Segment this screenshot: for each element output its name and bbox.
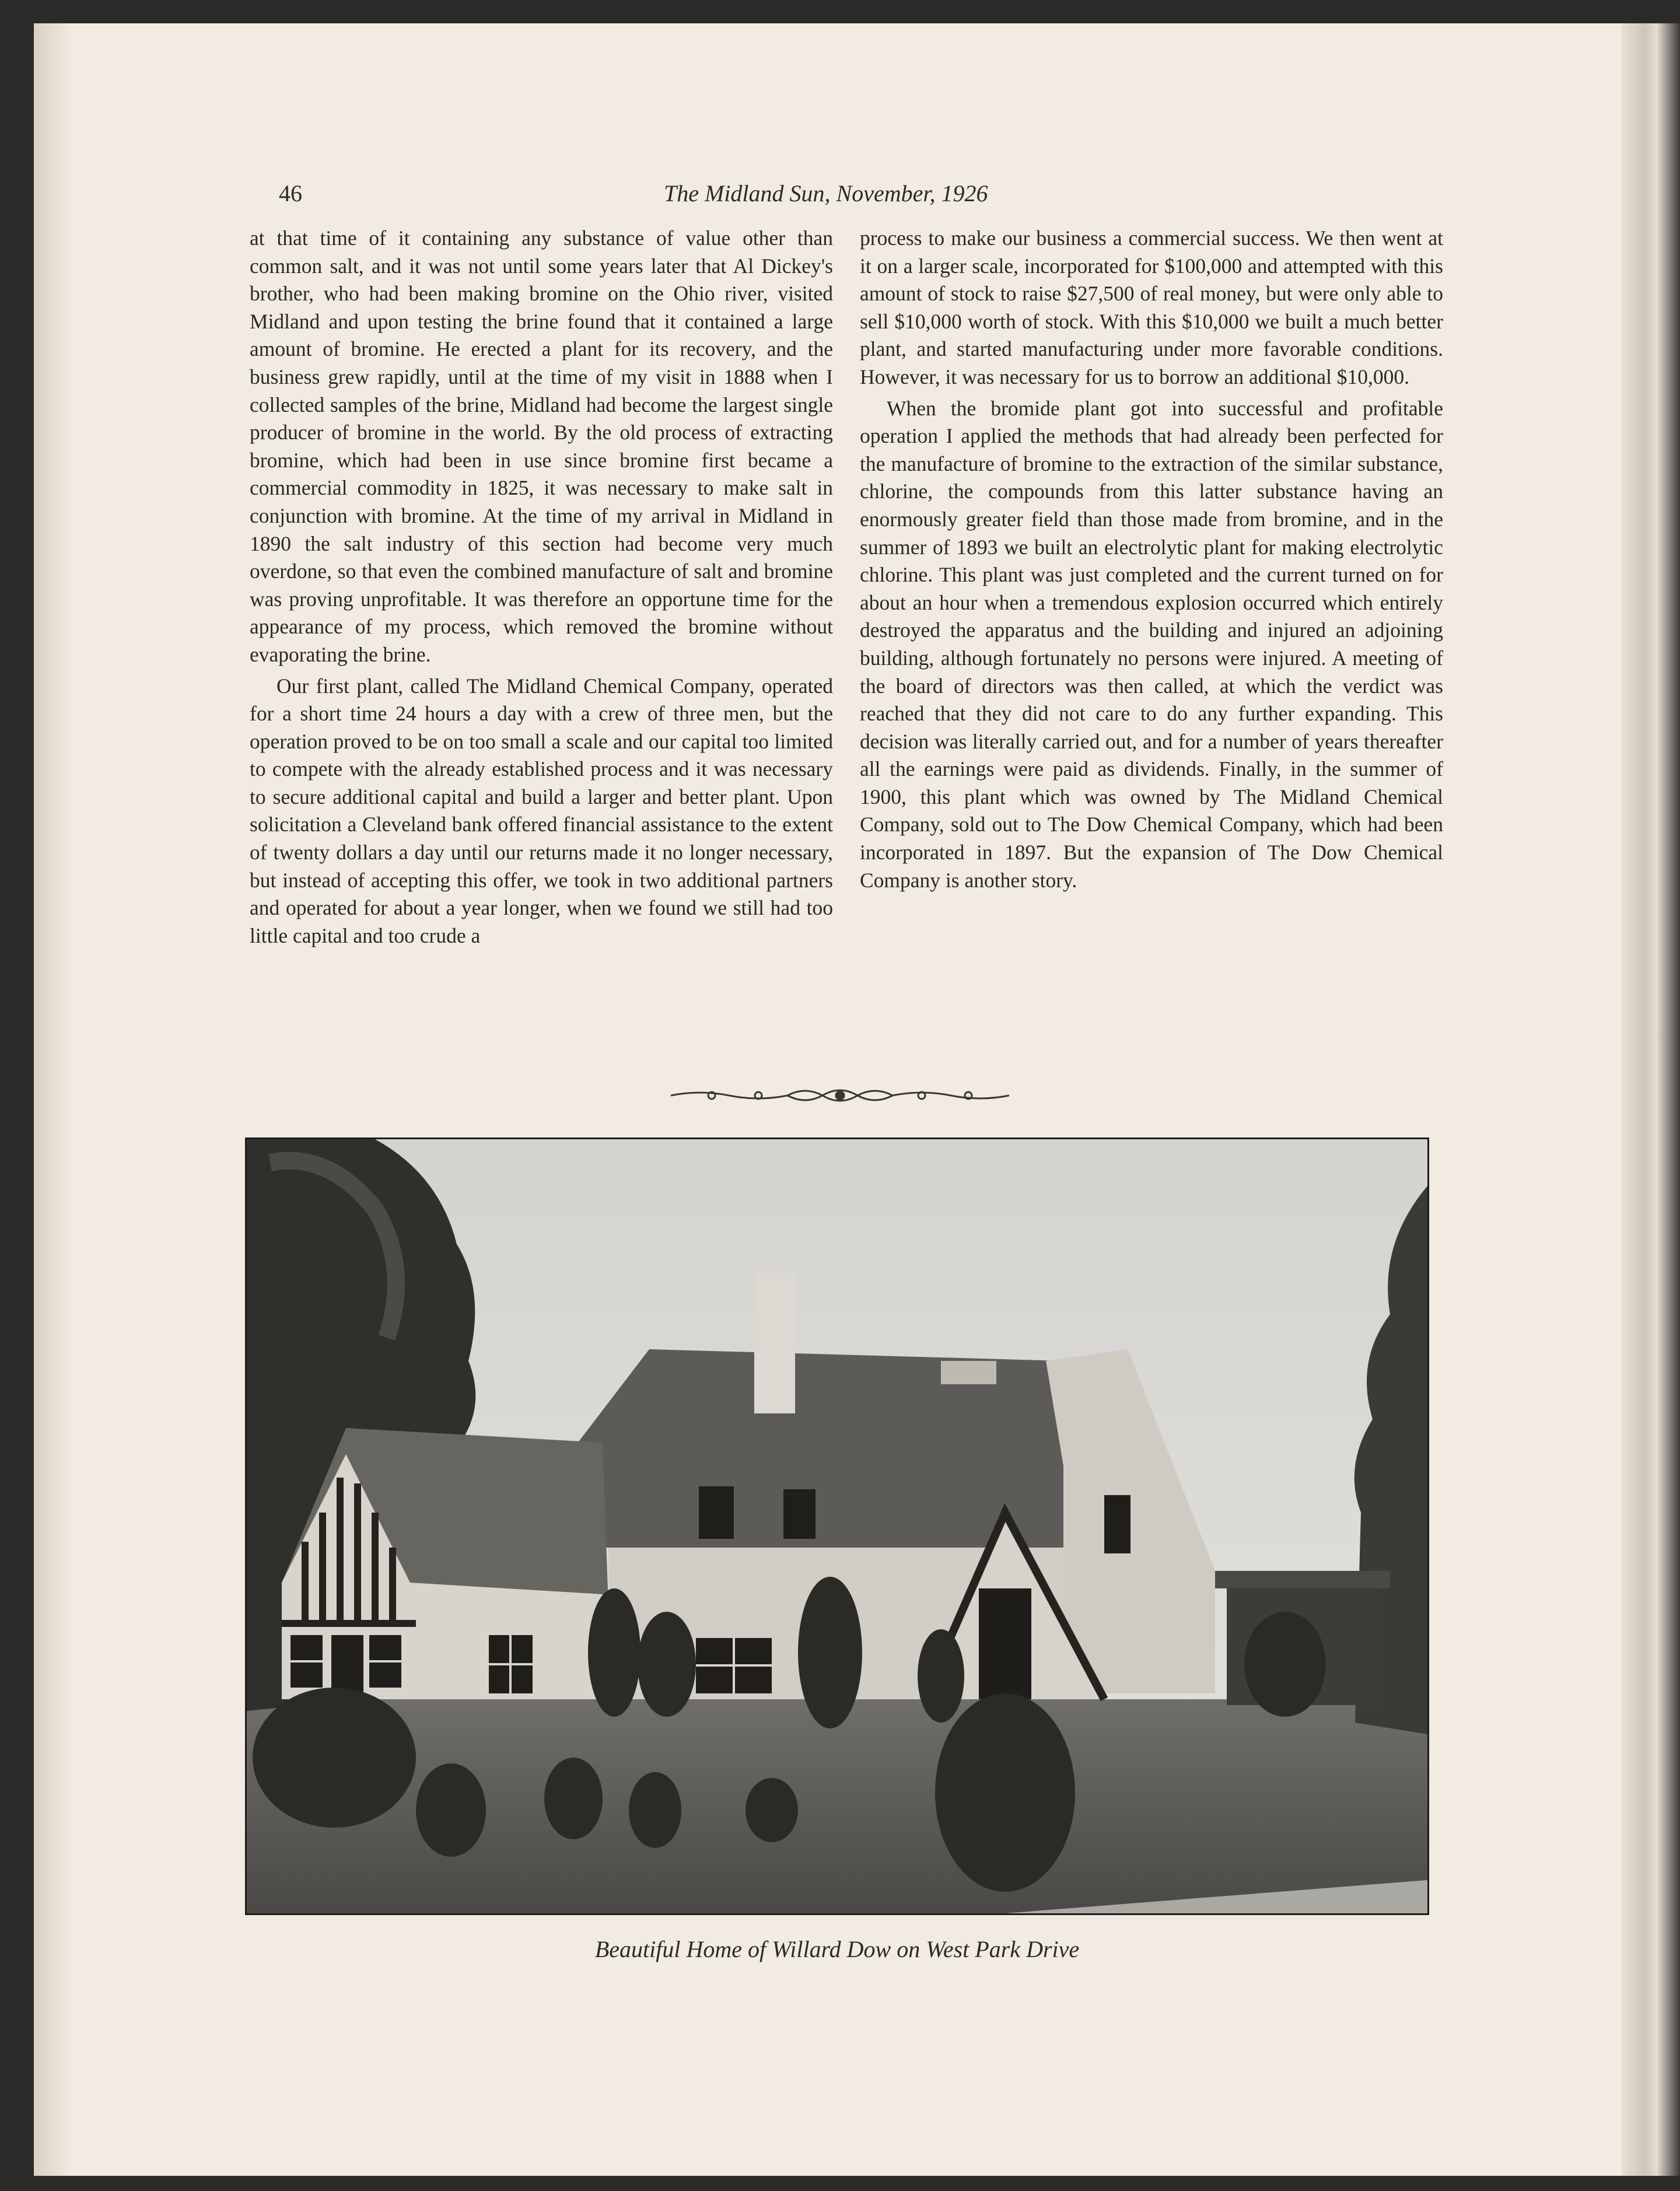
paragraph: When the bromide plant got into successful and profitable operation I applied the methods that had already been perfected for the manufacture of bromine to the extraction of the similar substance, chlorine, the compounds from this latter substance having an enormously greater field than those made from bromine, and in the summer of 1893 we built an electrolytic plant for making electrolytic chlorine. This plant was just completed and the current turned on for about an hour when a tremendous explosion occurred which entirely destroyed the apparatus and the building and injured an adjoining building, although fortunately no persons were injured. A meeting of the board of directors was then called, at which the verdict was reached that they did not care to do any further expanding. This decision was literally carried out, and for a number of years thereafter all the earnings were paid as dividends. Finally, in the summer of 1900, this plant which was owned by The Midland Chemical Company, sold out to The Dow Chemical Company, which had been incorporated in 1897. But the expansion of The Dow Chemical Company is another story. (860, 396, 1443, 892)
paragraph: process to make our business a commercial success. We then went at it on a larger scale, incorporated for $100,000 and attempted with this amount of stock to raise $27,500 of real money, but were only able to sell $10,000 worth of stock. With this $10,000 we built a much better plant, and started manufacturing under more favorable conditions. However, it was necessary for us to borrow an additional $10,000. (860, 226, 1443, 388)
page-number: 46 (279, 180, 302, 206)
running-header (279, 180, 1317, 215)
book-gutter (1622, 23, 1680, 2176)
article-right-column (860, 225, 1443, 894)
article-left-column (250, 225, 833, 950)
publication-title: The Midland Sun, November, 1926 (664, 180, 988, 206)
page-edge-shading (34, 23, 69, 2176)
paragraph: at that time of it containing any substance of value other than common salt, and it was not until some years later that Al Dickey's brother, who had been making bromine on the Ohio river, visited Midland and upon testing the brine found that it contained a large amount of bromine. He erected a plant for its recovery, and the business grew rapidly, until at the time of my visit in 1888 when I collected samples of the brine, Midland had become the largest single producer of bromine in the world. By the old process of extracting bromine, which had been in use since bromine first became a commercial commodity in 1825, it was necessary to make salt in conjunction with bromine. At the time of my arrival in Midland in 1890 the salt industry of this section had become very much overdone, so that even the combined manufacture of salt and bromine was proving unprofitable. It was therefore an opportune time for the appearance of my process, which removed the bromine without evaporating the brine. (250, 226, 833, 666)
paragraph: Our first plant, called The Midland Chemical Company, operated for a short time 24 hours a day with a crew of three men, but the operation proved to be on too small a scale and our capital too limited to compete with the already established process and it was necessary to secure additional capital and build a larger and better plant. Upon solicitation a Cleveland bank offered financial assistance to the extent of twenty dollars a day until our returns made it no longer necessary, but instead of accepting this offer, we took in two additional partners and operated for about a year longer, when we found we still had too little capital and too crude a (250, 674, 833, 947)
house-photograph (245, 1138, 1429, 1915)
decorative-divider-ornament (665, 1084, 1015, 1107)
photo-caption: Beautiful Home of Willard Dow on West Park Drive (594, 1936, 1080, 1962)
